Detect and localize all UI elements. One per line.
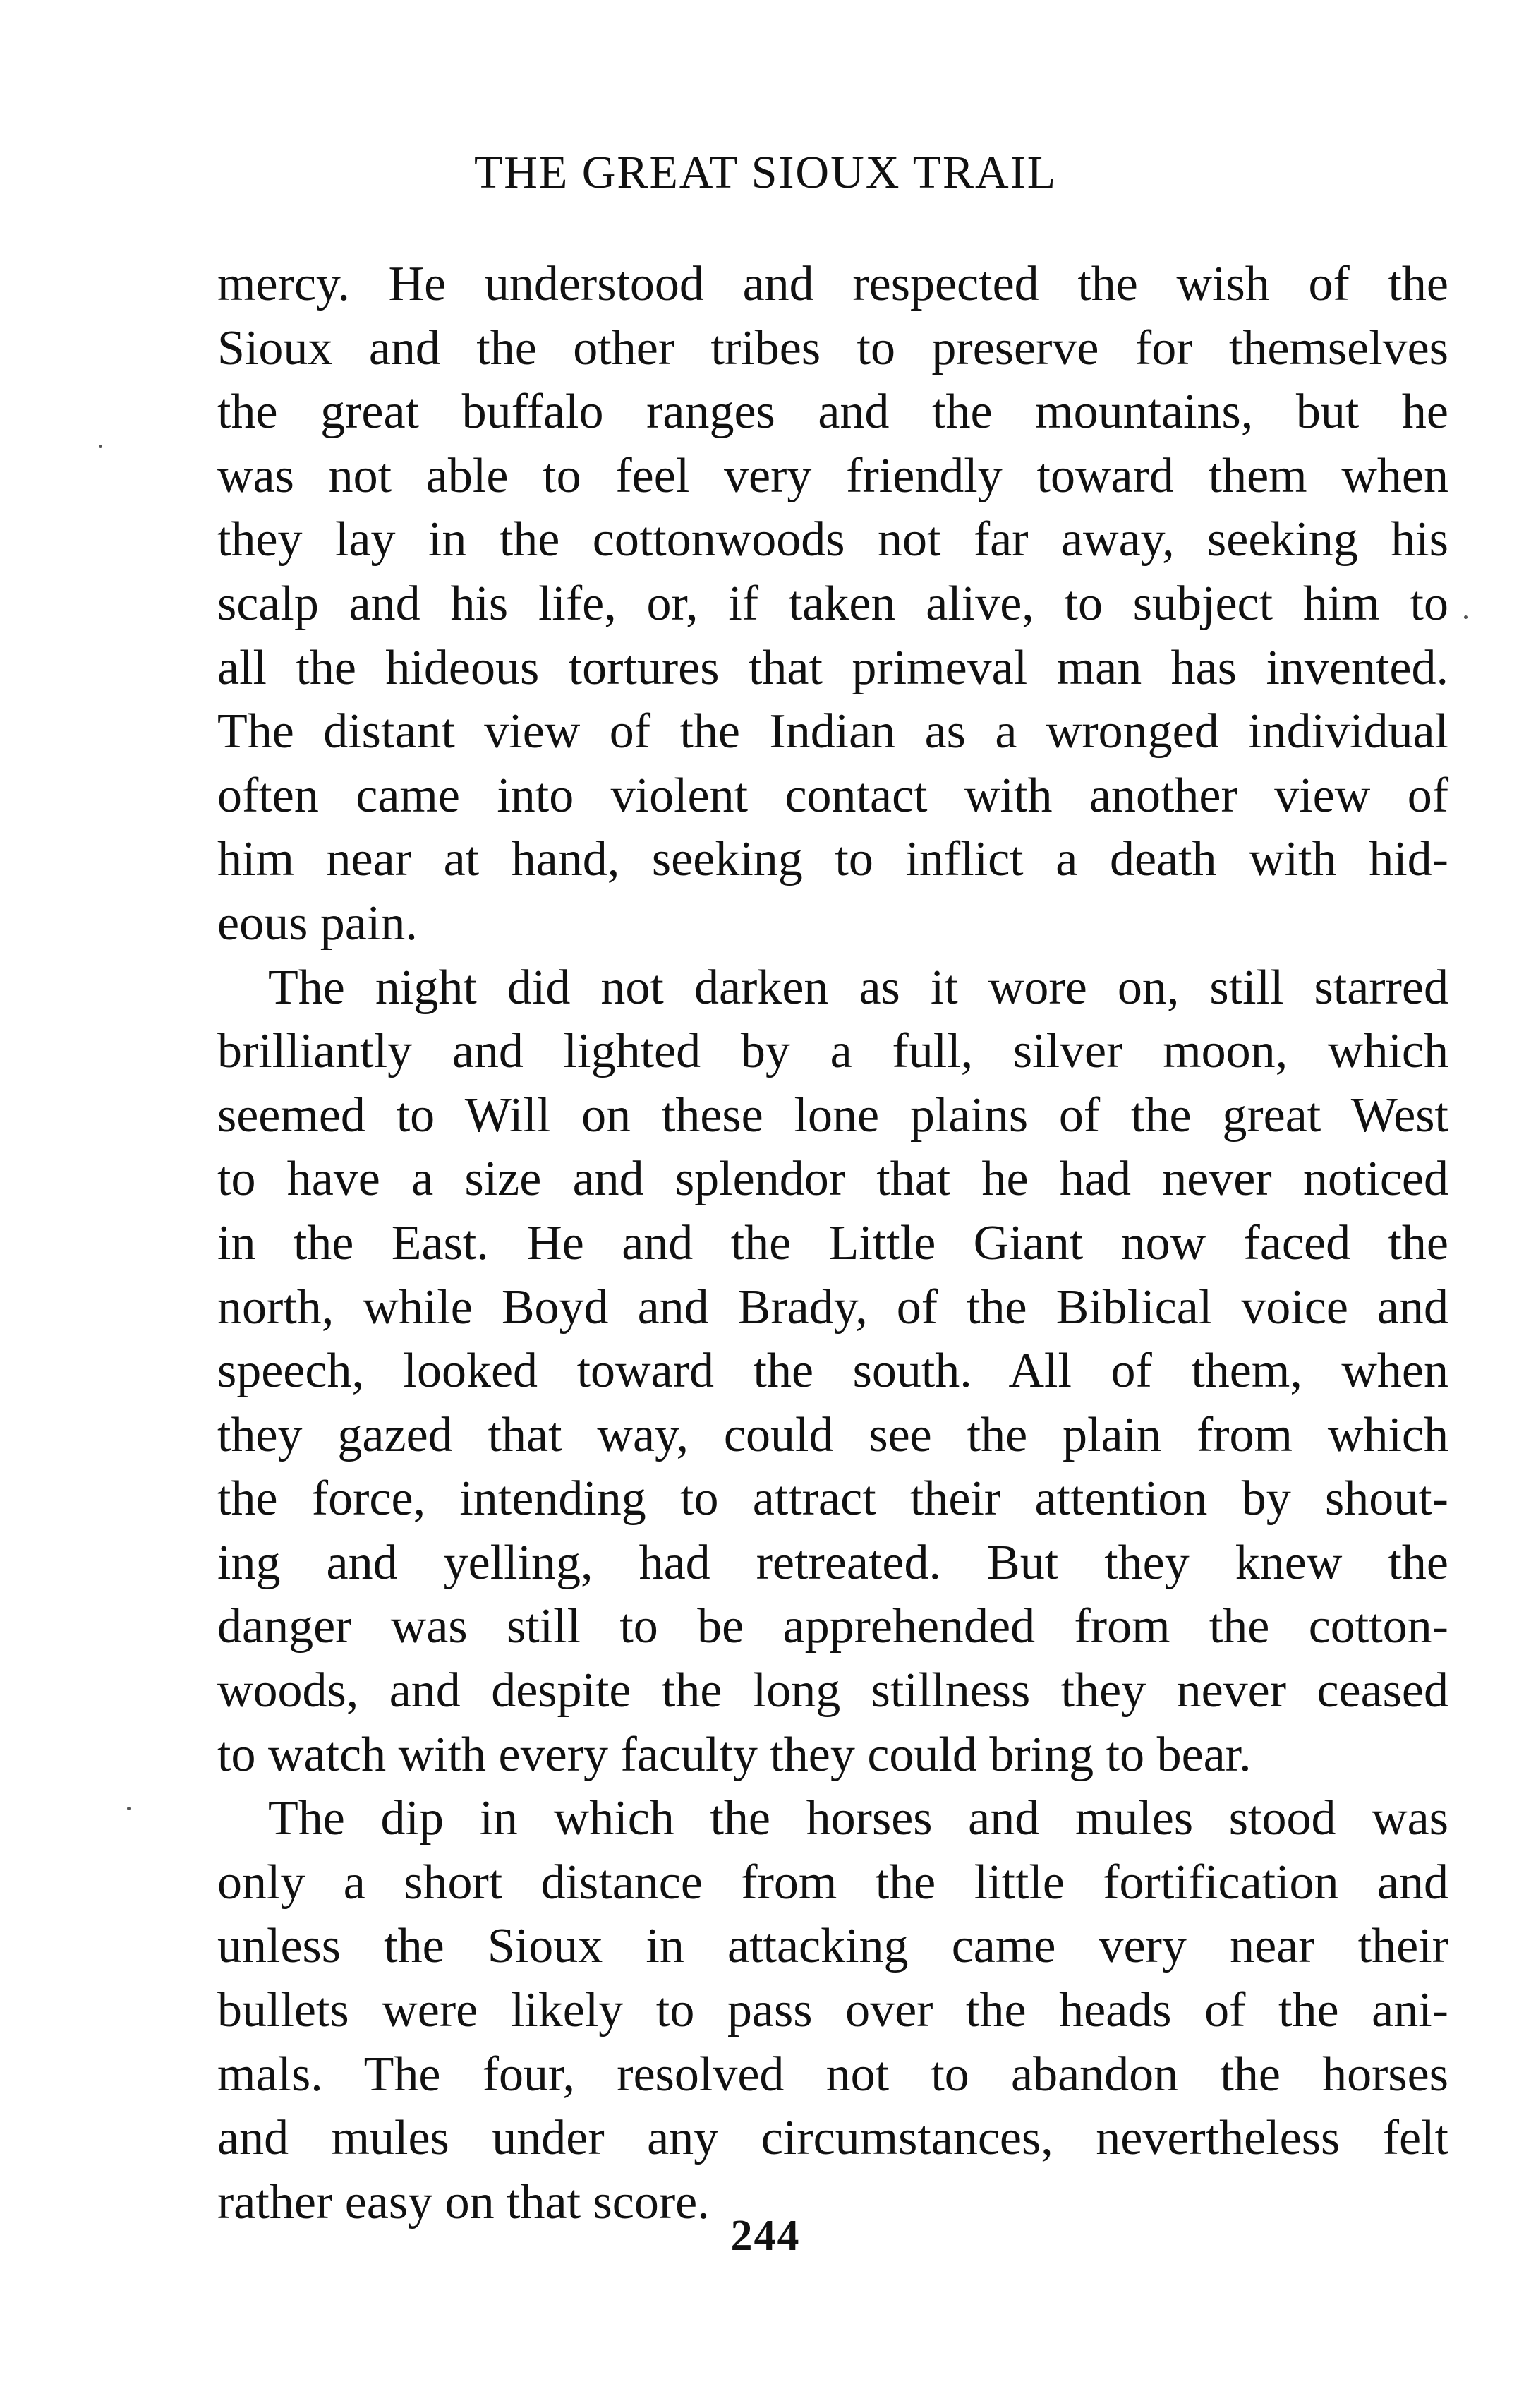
text-line: north, while Boyd and Brady, of the Biblical voice and: [217, 1280, 1448, 1335]
paper-speck: [99, 445, 102, 448]
text-line: to watch with every faculty they could bring to bear.: [217, 1727, 1252, 1782]
text-line: to have a size and splendor that he had never noticed: [217, 1152, 1448, 1207]
text-line: scalp and his life, or, if taken alive, to subject him to: [217, 576, 1448, 631]
text-line: The night did not darken as it wore on, still starred: [268, 960, 1448, 1015]
text-line: in the East. He and the Little Giant now faced the: [217, 1215, 1448, 1270]
running-head: THE GREAT SIOUX TRAIL: [473, 147, 1058, 198]
body-text: [217, 253, 1448, 2234]
text-line: him near at hand, seeking to inflict a death with hid-: [217, 832, 1448, 887]
text-line: mals. The four, resolved not to abandon the horses: [217, 2047, 1448, 2102]
text-line: eous pain.: [217, 896, 418, 951]
text-line: The distant view of the Indian as a wronged individual: [217, 704, 1448, 759]
text-line: unless the Sioux in attacking came very near their: [217, 1919, 1448, 1974]
text-line: seemed to Will on these lone plains of the great West: [217, 1088, 1448, 1143]
page-number: 244: [730, 2212, 801, 2260]
text-line: bullets were likely to pass over the heads of the ani-: [217, 1983, 1448, 2038]
text-line: The dip in which the horses and mules stood was: [268, 1791, 1448, 1846]
text-line: they lay in the cottonwoods not far away, seeking his: [217, 512, 1448, 567]
paper-speck: [1464, 615, 1468, 619]
text-line: brilliantly and lighted by a full, silver moon, which: [217, 1024, 1448, 1079]
text-line: ing and yelling, had retreated. But they knew the: [217, 1535, 1448, 1590]
text-line: often came into violent contact with another view of: [217, 768, 1448, 823]
text-line: mercy. He understood and respected the wish of the: [217, 257, 1448, 311]
text-line: all the hideous tortures that primeval man has invented.: [217, 640, 1448, 695]
text-line: was not able to feel very friendly toward them when: [217, 448, 1448, 503]
text-line: danger was still to be apprehended from the cotton-: [217, 1599, 1448, 1654]
text-line: and mules under any circumstances, nevertheless felt: [217, 2111, 1448, 2166]
text-line: rather easy on that score.: [217, 2174, 710, 2229]
text-line: woods, and despite the long stillness they never ceased: [217, 1663, 1448, 1718]
paper-speck: [127, 1807, 131, 1810]
text-line: the great buffalo ranges and the mountains, but he: [217, 385, 1448, 440]
text-line: Sioux and the other tribes to preserve for themselves: [217, 320, 1448, 375]
text-line: they gazed that way, could see the plain from which: [217, 1407, 1448, 1462]
text-line: speech, looked toward the south. All of them, when: [217, 1344, 1448, 1399]
text-line: the force, intending to attract their attention by shout-: [217, 1471, 1448, 1527]
text-line: only a short distance from the little fortification and: [217, 1855, 1448, 1910]
